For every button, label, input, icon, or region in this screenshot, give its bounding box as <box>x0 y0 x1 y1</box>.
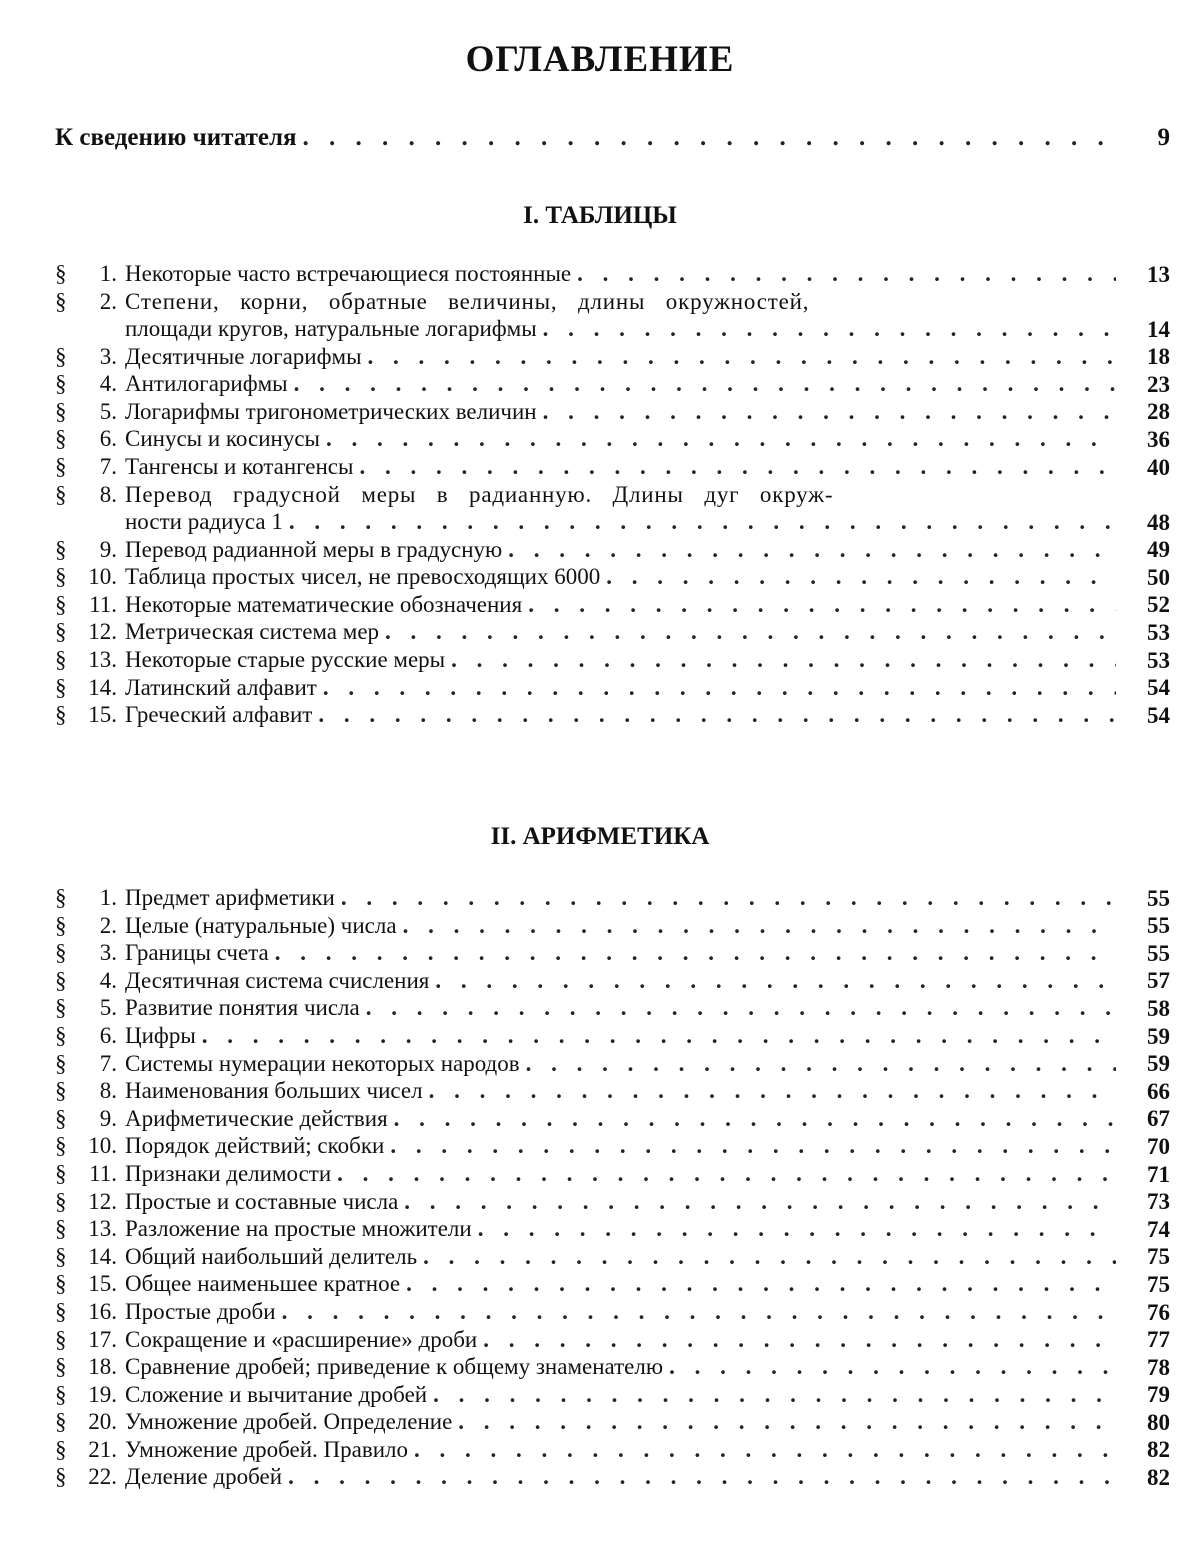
toc-entry-title: Сравнение дробей; приведение к общему знаменателю <box>125 1353 663 1380</box>
section-sign: § <box>55 1298 75 1325</box>
section-sign: § <box>55 536 75 563</box>
toc-entry-title: Простые и составные числа <box>125 1188 398 1215</box>
toc-entry-title: Антилогарифмы <box>125 370 288 397</box>
toc-entry-body <box>125 646 1122 673</box>
toc-entry-title: Греческий алфавит <box>125 701 312 728</box>
dot-leader <box>202 1022 1116 1049</box>
toc-entry-body <box>125 1436 1122 1463</box>
toc-entry-title: Десятичные логарифмы <box>125 343 362 370</box>
toc-entry-page: 66 <box>1122 1078 1170 1105</box>
dot-leader <box>282 1298 1116 1325</box>
toc-entry-page: 73 <box>1122 1188 1170 1215</box>
dot-leader <box>385 618 1116 645</box>
toc-entry-number: 13. <box>75 1215 125 1242</box>
dot-leader <box>341 884 1116 911</box>
toc-entry-number: 7. <box>75 1050 125 1077</box>
toc-entry-title: Простые дроби <box>125 1298 276 1325</box>
toc-entry-page: 59 <box>1122 1023 1170 1050</box>
section-sign: § <box>55 343 75 370</box>
toc-entry-body <box>125 939 1122 966</box>
toc-entry[interactable] <box>55 1270 1170 1298</box>
toc-entry-body <box>125 1050 1122 1077</box>
toc-entry-page: 50 <box>1122 564 1170 591</box>
toc-entry-number: 3. <box>75 939 125 966</box>
toc-entry[interactable] <box>55 912 1170 940</box>
toc-entry[interactable] <box>55 1463 1170 1491</box>
toc-entry-page: 75 <box>1122 1271 1170 1298</box>
toc-entry-page: 23 <box>1122 371 1170 398</box>
toc-entry-number: 10. <box>75 563 125 590</box>
toc-entry-title: К сведению читателя <box>55 124 297 152</box>
toc-entry-body <box>125 1463 1122 1490</box>
toc-entry-body <box>125 536 1122 563</box>
toc-entry-number: 2. <box>75 912 125 939</box>
toc-entry-page: 53 <box>1122 647 1170 674</box>
toc-entry-number: 12. <box>75 1188 125 1215</box>
toc-entry-page: 75 <box>1122 1243 1170 1270</box>
toc-entry-body <box>125 1298 1122 1325</box>
section-sign: § <box>55 884 75 911</box>
toc-entry-title: Синусы и косинусы <box>125 425 320 452</box>
toc-entry-number: 8. <box>75 1077 125 1104</box>
dot-leader <box>337 1160 1116 1187</box>
toc-entry-page: 18 <box>1122 343 1170 370</box>
dot-leader <box>433 1381 1116 1408</box>
toc-entry[interactable] <box>55 994 1170 1022</box>
section-sign: § <box>55 912 75 939</box>
toc-entry[interactable] <box>55 674 1170 702</box>
toc-entry[interactable] <box>55 967 1170 995</box>
toc-entry-number: 2. <box>75 288 125 315</box>
toc-entry[interactable] <box>55 646 1170 674</box>
section-sign: § <box>55 453 75 480</box>
toc-entry-page: 36 <box>1122 426 1170 453</box>
toc-entry-body <box>125 1105 1122 1132</box>
toc-entry-page: 40 <box>1122 454 1170 481</box>
toc-entry[interactable] <box>55 1215 1170 1243</box>
toc-entry-page: 70 <box>1122 1133 1170 1160</box>
toc-entry-page: 49 <box>1122 536 1170 563</box>
toc-entry-title: Системы нумерации некоторых народов <box>125 1050 520 1077</box>
section-sign: § <box>55 939 75 966</box>
toc-entry-page: 74 <box>1122 1216 1170 1243</box>
dot-leader <box>435 967 1116 994</box>
toc-entry-number: 6. <box>75 425 125 452</box>
toc-entry-body <box>125 1160 1122 1187</box>
toc-entry[interactable] <box>55 343 1170 371</box>
toc-entry-number: 13. <box>75 646 125 673</box>
toc-entry[interactable] <box>55 1353 1170 1381</box>
toc-entry[interactable] <box>55 884 1170 912</box>
toc-entry-body <box>125 1270 1122 1297</box>
toc-entry-page: 53 <box>1122 619 1170 646</box>
dot-leader <box>429 1077 1116 1104</box>
section-sign: § <box>55 618 75 645</box>
toc-entry[interactable] <box>55 618 1170 646</box>
toc-entry-page: 13 <box>1122 261 1170 288</box>
toc-entry-title: Общий наибольший делитель <box>125 1243 417 1270</box>
toc-entry-number: 11. <box>75 591 125 618</box>
section-sign: § <box>55 1436 75 1463</box>
toc-entry-number: 20. <box>75 1408 125 1435</box>
dot-leader <box>606 563 1116 590</box>
section-sign: § <box>55 398 75 425</box>
toc-entry-number: 5. <box>75 994 125 1021</box>
section-sign: § <box>55 1132 75 1159</box>
toc-entry[interactable] <box>55 260 1170 288</box>
toc-entry-number: 8. <box>75 481 125 508</box>
toc-entry-page: 54 <box>1122 674 1170 701</box>
toc-entry-body <box>125 701 1122 728</box>
toc-entry-title: Десятичная система счисления <box>125 967 429 994</box>
toc-entry-body <box>125 1077 1122 1104</box>
toc-list-tables <box>55 260 1170 729</box>
section-sign: § <box>55 260 75 287</box>
toc-entry-body <box>125 563 1122 590</box>
section-sign: § <box>55 674 75 701</box>
toc-entry-title-line2: ности радиуса 1 <box>125 508 283 535</box>
toc-entry-number: 1. <box>75 884 125 911</box>
toc-entry-body <box>125 288 1122 342</box>
toc-entry-title-line1: Степени, корни, обратные величины, длины окружностей, <box>125 288 1122 315</box>
toc-entry-body <box>125 1408 1122 1435</box>
toc-entry-number: 18. <box>75 1353 125 1380</box>
page-title: ОГЛАВЛЕНИЕ <box>0 38 1200 81</box>
toc-entry-page: 52 <box>1122 591 1170 618</box>
toc-entry[interactable] <box>55 1022 1170 1050</box>
toc-entry-number: 21. <box>75 1436 125 1463</box>
toc-entry-body <box>125 1132 1122 1159</box>
toc-entry-body <box>125 1353 1122 1380</box>
dot-leader <box>366 994 1116 1021</box>
toc-entry-number: 14. <box>75 1243 125 1270</box>
toc-entry-body <box>125 1326 1122 1353</box>
toc-entry-page: 14 <box>1122 316 1170 343</box>
dot-leader <box>483 1326 1116 1353</box>
toc-entry-body <box>125 884 1122 911</box>
toc-entry-body <box>125 260 1122 287</box>
toc-entry-page: 58 <box>1122 995 1170 1022</box>
section-sign: § <box>55 1188 75 1215</box>
toc-entry[interactable] <box>55 1243 1170 1271</box>
dot-leader <box>528 591 1116 618</box>
toc-entry[interactable] <box>55 1132 1170 1160</box>
toc-entry-body <box>125 343 1122 370</box>
toc-entry-title: Развитие понятия числа <box>125 994 360 1021</box>
toc-entry-title: Метрическая система мер <box>125 618 379 645</box>
toc-entry-title-line2: площади кругов, натуральные логарифмы <box>125 315 537 342</box>
toc-entry-body <box>125 1188 1122 1215</box>
toc-entry-body <box>125 453 1122 480</box>
dot-leader <box>577 260 1116 287</box>
toc-entry[interactable] <box>55 425 1170 453</box>
dot-leader <box>289 508 1116 535</box>
toc-entry-page: 48 <box>1122 509 1170 536</box>
toc-entry-title-line1: Перевод градусной меры в радианную. Длины дуг окруж- <box>125 481 1122 508</box>
toc-entry-number: 17. <box>75 1326 125 1353</box>
toc-entry[interactable] <box>55 1188 1170 1216</box>
toc-entry-page: 82 <box>1122 1436 1170 1463</box>
toc-entry[interactable] <box>55 398 1170 426</box>
toc-entry[interactable] <box>55 1105 1170 1133</box>
toc-entry-title: Признаки делимости <box>125 1160 331 1187</box>
toc-entry[interactable] <box>55 701 1170 729</box>
toc-entry-page: 59 <box>1122 1050 1170 1077</box>
toc-entry-number: 6. <box>75 1022 125 1049</box>
toc-entry-body <box>125 425 1122 452</box>
section-sign: § <box>55 425 75 452</box>
toc-entry-number: 3. <box>75 343 125 370</box>
toc-entry-body <box>125 618 1122 645</box>
section-sign: § <box>55 1215 75 1242</box>
toc-entry-title: Латинский алфавит <box>125 674 317 701</box>
toc-entry-number: 15. <box>75 1270 125 1297</box>
toc-entry-title: Порядок действий; скобки <box>125 1132 384 1159</box>
dot-leader <box>323 674 1116 701</box>
toc-entry-title: Сложение и вычитание дробей <box>125 1381 427 1408</box>
toc-entry-body <box>125 994 1122 1021</box>
toc-entry-page: 55 <box>1122 885 1170 912</box>
toc-entry-page: 28 <box>1122 398 1170 425</box>
toc-entry-title: Умножение дробей. Определение <box>125 1408 452 1435</box>
toc-entry-title: Целые (натуральные) числа <box>125 912 397 939</box>
section-sign: § <box>55 1105 75 1132</box>
toc-entry-title: Некоторые часто встречающиеся постоянные <box>125 260 571 287</box>
toc-entry-title: Перевод радианной меры в градусную <box>125 536 502 563</box>
toc-entry-page: 80 <box>1122 1409 1170 1436</box>
toc-entry-body <box>125 674 1122 701</box>
toc-entry-number: 7. <box>75 453 125 480</box>
dot-leader <box>508 536 1116 563</box>
dot-leader <box>275 939 1116 966</box>
toc-entry-page: 55 <box>1122 940 1170 967</box>
dot-leader <box>390 1132 1116 1159</box>
dot-leader <box>303 124 1124 152</box>
toc-entry-title: Разложение на простые множители <box>125 1215 472 1242</box>
toc-entry-title: Деление дробей <box>125 1463 282 1490</box>
toc-entry-page: 79 <box>1122 1381 1170 1408</box>
toc-entry-body <box>125 591 1122 618</box>
toc-entry-page: 76 <box>1122 1299 1170 1326</box>
dot-leader <box>288 1463 1116 1490</box>
toc-entry-page: 67 <box>1122 1105 1170 1132</box>
dot-leader <box>543 398 1116 425</box>
toc-entry-page: 55 <box>1122 912 1170 939</box>
toc-entry[interactable] <box>55 1436 1170 1464</box>
toc-entry-title: Некоторые старые русские меры <box>125 646 445 673</box>
section-sign: § <box>55 701 75 728</box>
toc-entry[interactable] <box>55 1050 1170 1078</box>
toc-entry-number: 19. <box>75 1381 125 1408</box>
toc-entry-number: 12. <box>75 618 125 645</box>
toc-entry-number: 15. <box>75 701 125 728</box>
toc-entry-body <box>125 481 1122 535</box>
toc-entry[interactable] <box>55 939 1170 967</box>
toc-entry[interactable] <box>55 536 1170 564</box>
section-sign: § <box>55 1463 75 1490</box>
dot-leader <box>368 343 1116 370</box>
dot-leader <box>669 1353 1116 1380</box>
toc-entry[interactable] <box>55 1160 1170 1188</box>
toc-list-arithmetic <box>55 884 1170 1491</box>
toc-entry-body <box>125 1215 1122 1242</box>
section-sign: § <box>55 1050 75 1077</box>
dot-leader <box>404 1188 1116 1215</box>
dot-leader <box>294 370 1116 397</box>
section-sign: § <box>55 1353 75 1380</box>
toc-entry-title: Наименования больших чисел <box>125 1077 423 1104</box>
dot-leader <box>326 425 1116 452</box>
toc-entry-page: 9 <box>1130 124 1170 152</box>
toc-entry-number: 22. <box>75 1463 125 1490</box>
section-sign: § <box>55 646 75 673</box>
toc-entry-number: 4. <box>75 370 125 397</box>
dot-leader <box>451 646 1116 673</box>
dot-leader <box>318 701 1116 728</box>
section-sign: § <box>55 288 75 315</box>
dot-leader <box>423 1243 1116 1270</box>
toc-entry[interactable] <box>55 481 1170 536</box>
section-sign: § <box>55 994 75 1021</box>
toc-entry-page: 71 <box>1122 1161 1170 1188</box>
toc-entry[interactable] <box>55 288 1170 343</box>
toc-entry-title: Таблица простых чисел, не превосходящих 6000 <box>125 563 600 590</box>
section-sign: § <box>55 481 75 508</box>
toc-entry-title: Умножение дробей. Правило <box>125 1436 408 1463</box>
toc-entry[interactable] <box>55 591 1170 619</box>
toc-entry-number: 10. <box>75 1132 125 1159</box>
toc-entry-title: Логарифмы тригонометрических величин <box>125 398 537 425</box>
section-heading-arithmetic: II. АРИФМЕТИКА <box>0 823 1200 851</box>
toc-entry-title: Цифры <box>125 1022 196 1049</box>
toc-entry-number: 4. <box>75 967 125 994</box>
toc-entry-body <box>125 1381 1122 1408</box>
toc-entry-body <box>125 912 1122 939</box>
toc-entry-page: 82 <box>1122 1464 1170 1491</box>
toc-entry-number: 11. <box>75 1160 125 1187</box>
toc-entry-number: 14. <box>75 674 125 701</box>
dot-leader <box>543 315 1116 342</box>
toc-entry[interactable] <box>55 1408 1170 1436</box>
toc-entry-title: Общее наименьшее кратное <box>125 1270 400 1297</box>
section-sign: § <box>55 1326 75 1353</box>
dot-leader <box>526 1050 1116 1077</box>
toc-entry-number: 16. <box>75 1298 125 1325</box>
toc-entry-page: 78 <box>1122 1354 1170 1381</box>
section-sign: § <box>55 1243 75 1270</box>
toc-entry-number: 9. <box>75 1105 125 1132</box>
section-sign: § <box>55 1160 75 1187</box>
dot-leader <box>414 1436 1116 1463</box>
toc-entry-title: Сокращение и «расширение» дроби <box>125 1326 477 1353</box>
toc-entry-title: Тангенсы и котангенсы <box>125 453 353 480</box>
toc-entry[interactable] <box>55 453 1170 481</box>
dot-leader <box>359 453 1116 480</box>
section-sign: § <box>55 1381 75 1408</box>
toc-entry[interactable] <box>55 1298 1170 1326</box>
section-sign: § <box>55 1077 75 1104</box>
section-sign: § <box>55 591 75 618</box>
dot-leader <box>394 1105 1116 1132</box>
toc-entry-title: Границы счета <box>125 939 269 966</box>
section-sign: § <box>55 563 75 590</box>
toc-entry-title: Арифметические действия <box>125 1105 388 1132</box>
toc-entry-page: 77 <box>1122 1326 1170 1353</box>
section-sign: § <box>55 967 75 994</box>
toc-entry-body <box>125 1243 1122 1270</box>
section-heading-tables: I. ТАБЛИЦЫ <box>0 202 1200 230</box>
toc-entry[interactable] <box>55 1381 1170 1409</box>
toc-entry-number: 1. <box>75 260 125 287</box>
toc-entry-body <box>125 967 1122 994</box>
dot-leader <box>403 912 1116 939</box>
toc-entry-body <box>125 1022 1122 1049</box>
toc-entry-body <box>125 370 1122 397</box>
toc-entry-page: 54 <box>1122 702 1170 729</box>
section-sign: § <box>55 1270 75 1297</box>
toc-entry-number: 5. <box>75 398 125 425</box>
toc-entry-number: 9. <box>75 536 125 563</box>
section-sign: § <box>55 370 75 397</box>
section-sign: § <box>55 1408 75 1435</box>
toc-entry[interactable] <box>55 563 1170 591</box>
toc-entry-page: 57 <box>1122 967 1170 994</box>
dot-leader <box>458 1408 1116 1435</box>
toc-entry-title: Предмет арифметики <box>125 884 335 911</box>
toc-entry[interactable] <box>55 1326 1170 1354</box>
toc-entry-body <box>125 398 1122 425</box>
toc-entry[interactable] <box>55 1077 1170 1105</box>
dot-leader <box>478 1215 1116 1242</box>
section-sign: § <box>55 1022 75 1049</box>
toc-entry-reader-note[interactable] <box>55 124 1170 156</box>
dot-leader <box>406 1270 1116 1297</box>
toc-entry-title: Некоторые математические обозначения <box>125 591 522 618</box>
toc-entry[interactable] <box>55 370 1170 398</box>
